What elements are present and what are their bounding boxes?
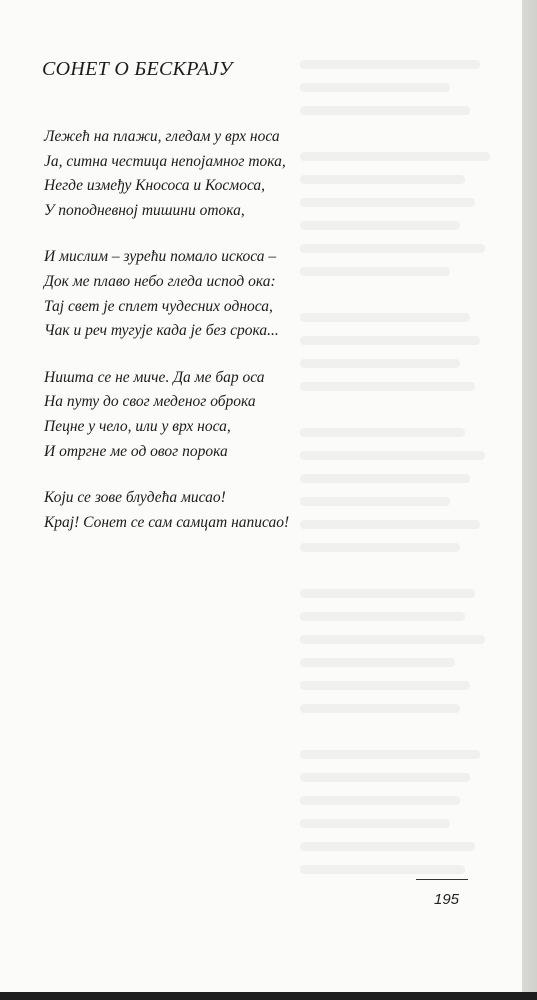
verse-line: У поподневној тишини отока, bbox=[44, 201, 245, 219]
stanza-1 bbox=[44, 125, 484, 223]
page-edge bbox=[522, 0, 537, 1000]
verse-line: Негде између Кнососа и Космоса, bbox=[44, 177, 266, 195]
verse-line: Пецне у чело, или у врх носа, bbox=[44, 417, 231, 435]
poem-body bbox=[44, 125, 484, 557]
verse-line: Лежећ на плажи, гледам у врх носа bbox=[44, 128, 280, 145]
verse-line: На путу до свог меденог оброка bbox=[44, 393, 256, 411]
verse-line: Крај! Сонет се сам самцат написао! bbox=[44, 513, 290, 531]
verse-line: И мислим – зурећи помало искоса – bbox=[44, 248, 277, 266]
scan-border bbox=[0, 992, 537, 1000]
footer-rule bbox=[416, 879, 468, 880]
verse-line: Ја, ситна честица непојамног тока, bbox=[44, 152, 286, 170]
verse-line: Ништа се не миче. Да ме бар оса bbox=[44, 368, 265, 386]
verse-line: И отргне ме од овог порока bbox=[44, 442, 228, 460]
verse-line: Тај свет је сплет чудесних односа, bbox=[44, 297, 273, 315]
verse-line: Чак и реч тугује када је без срока... bbox=[44, 322, 279, 340]
stanza-2 bbox=[44, 245, 484, 343]
stanza-4 bbox=[44, 486, 484, 535]
verse-line: Који се зове блудећа мисао! bbox=[44, 489, 226, 507]
stanza-3 bbox=[44, 366, 484, 464]
verse-line: Док ме плаво небо гледа испод ока: bbox=[44, 272, 276, 290]
page-number: 195 bbox=[434, 891, 460, 908]
poem-title: СОНЕТ О БЕСКРАЈУ bbox=[42, 58, 233, 80]
